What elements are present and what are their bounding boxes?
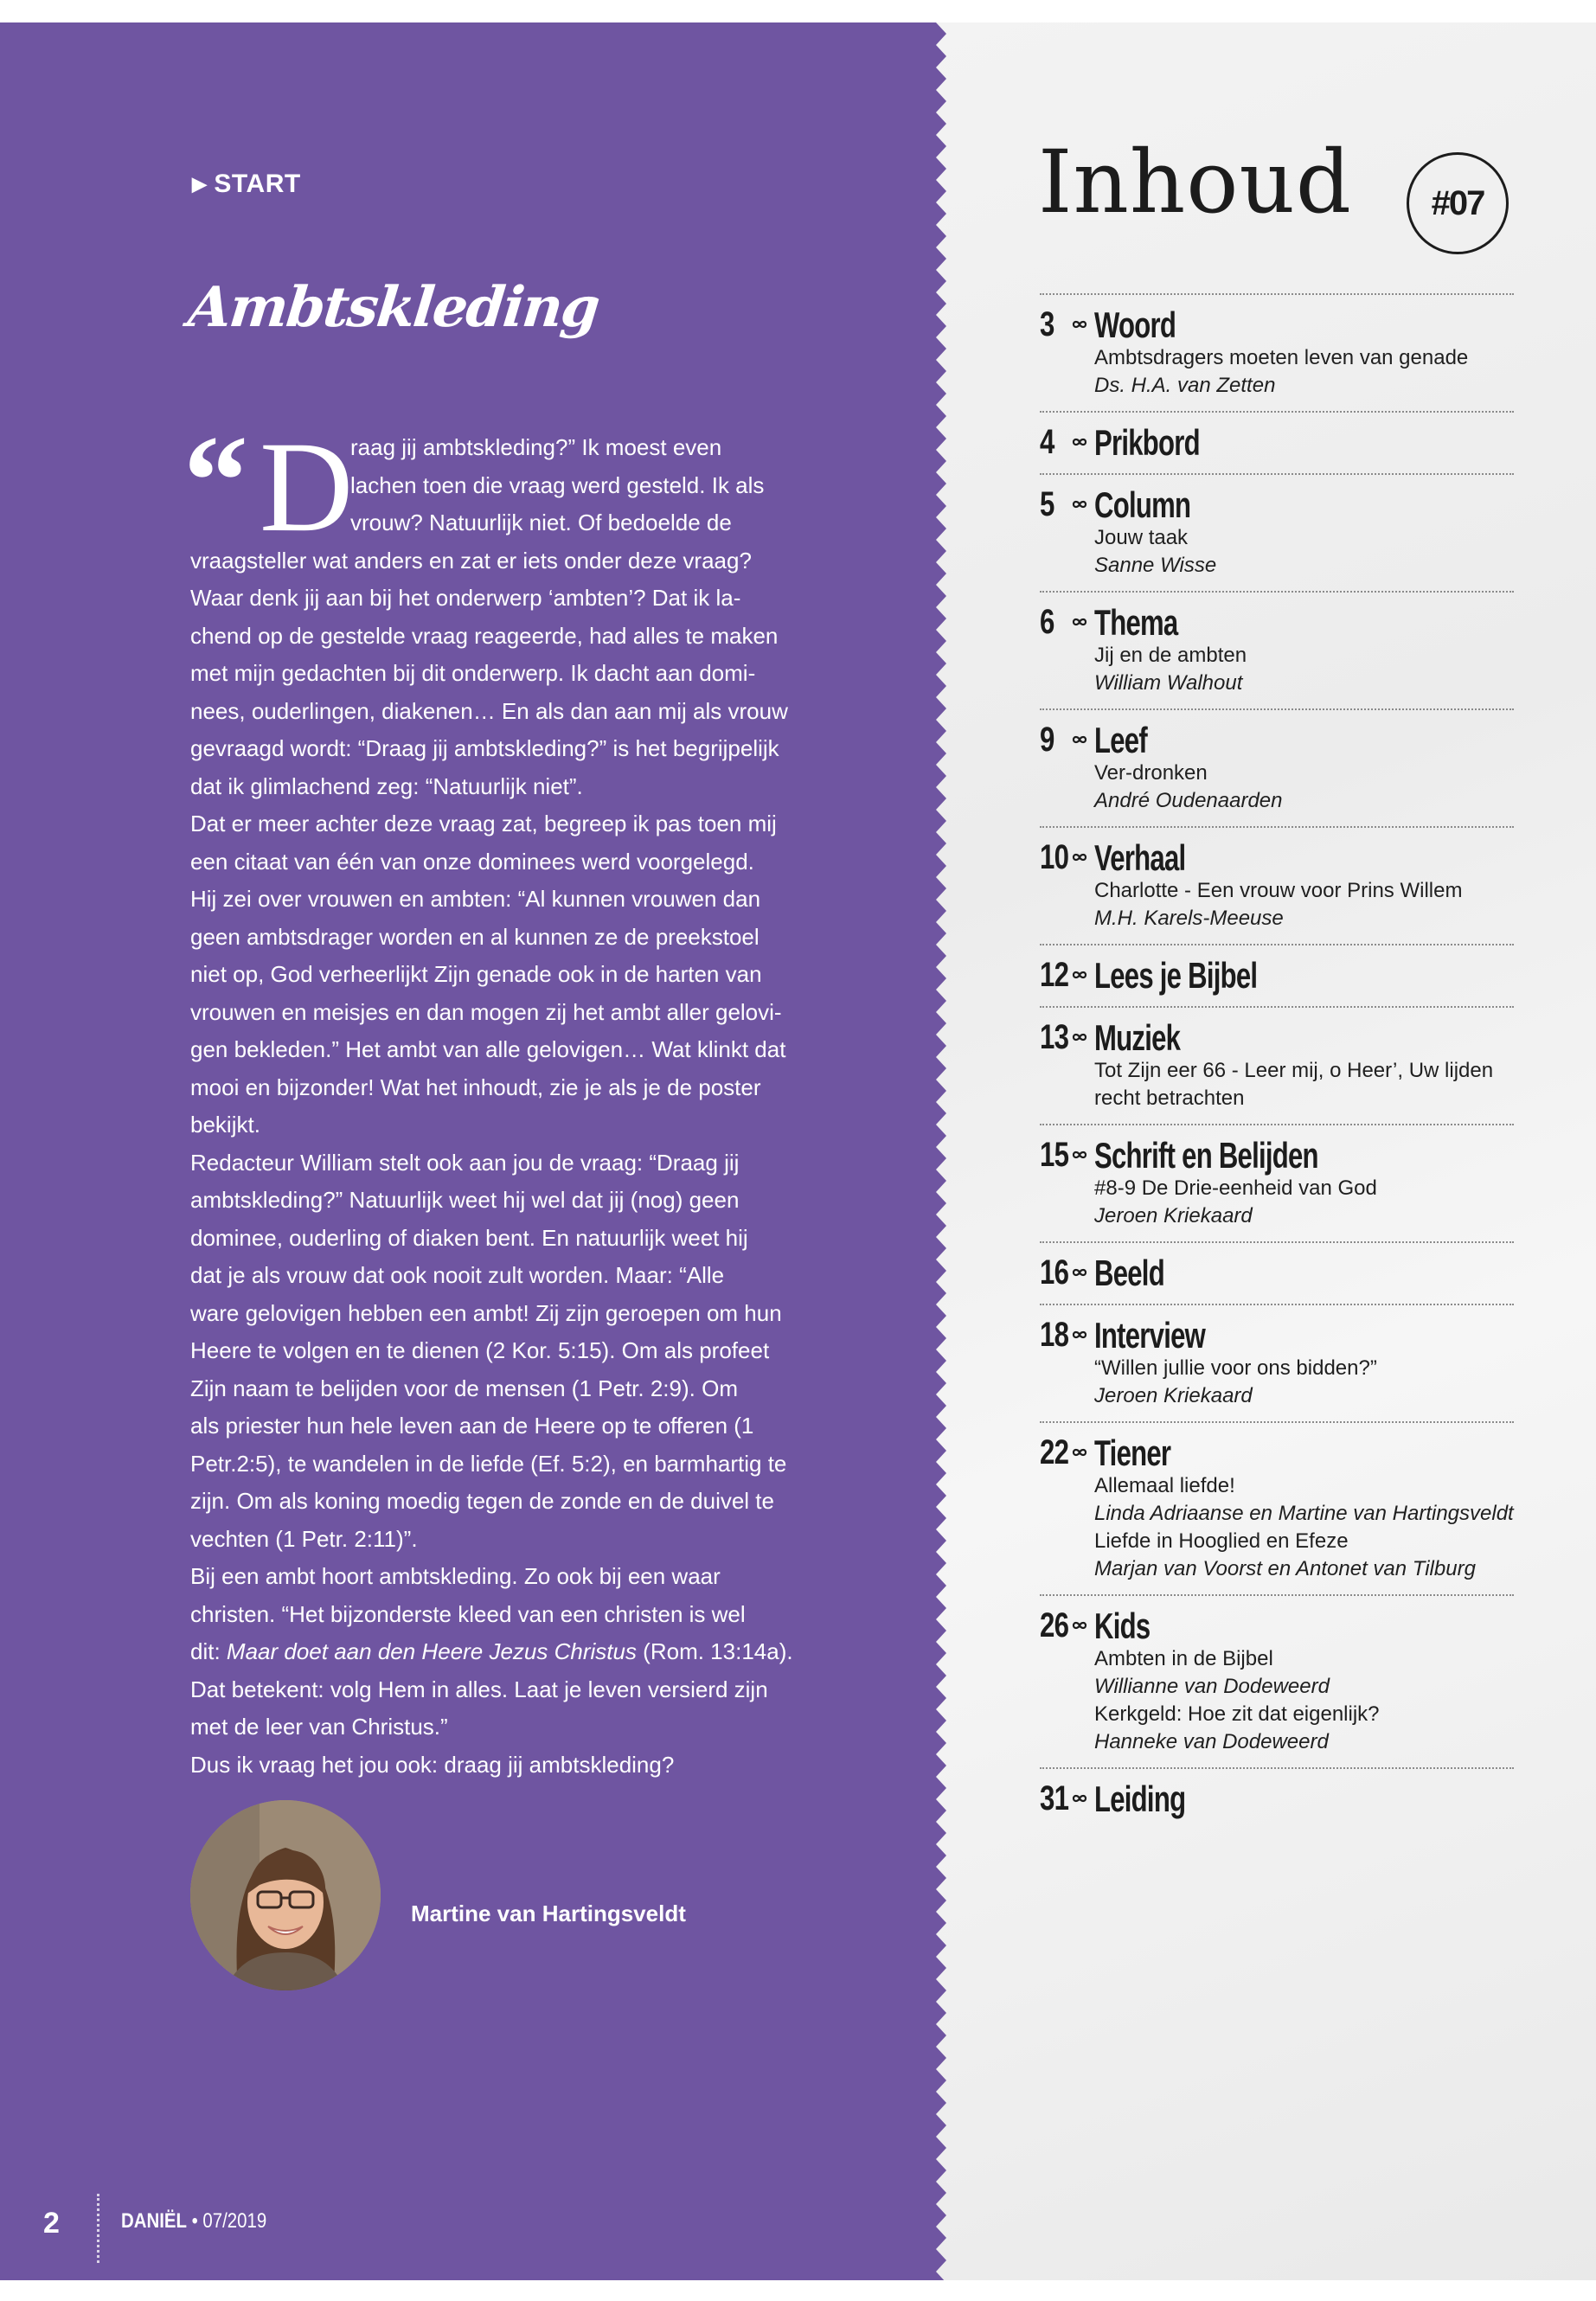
toc-page-number: 18 xyxy=(1040,1316,1069,1354)
toc-page-number: 15 xyxy=(1040,1136,1069,1174)
infinity-icon xyxy=(1072,617,1087,627)
infinity-icon xyxy=(1072,734,1087,745)
article-line: lachen toen die vraag werd gesteld. Ik als xyxy=(350,471,765,498)
article-line: ware gelovigen hebben een ambt! Zij zijn geroepen om hun xyxy=(190,1299,782,1326)
article-line xyxy=(190,1633,796,1671)
infinity-icon xyxy=(1072,1447,1087,1458)
article-line: Petr.2:5), te wandelen in de liefde (Ef. 5:2), en barmhartig te xyxy=(190,1450,787,1477)
toc-entry-leef xyxy=(1040,708,1514,826)
article-line-part: (Rom. 13:14a). xyxy=(636,1638,793,1664)
toc-section-title: Schrift en Belijden xyxy=(1094,1135,1318,1176)
toc-entry-leiding xyxy=(1040,1767,1514,1830)
article-line: niet op, God verheerlijkt Zijn genade ook in de harten van xyxy=(190,961,762,987)
toc-page-number: 12 xyxy=(1040,956,1069,994)
article-line: Dat er meer achter deze vraag zat, begreep ik pas toen mij xyxy=(190,811,777,836)
toc-entry-interview xyxy=(1040,1304,1514,1421)
toc-entry-lees-je-bijbel xyxy=(1040,944,1514,1006)
toc-entry-schrift-en-belijden xyxy=(1040,1124,1514,1241)
article-line: Waar denk jij aan bij het onderwerp ‘ambten’? Dat ik la- xyxy=(190,585,741,611)
toc-subtitle: recht betrachten xyxy=(1094,1086,1245,1110)
article-line-part: dit: xyxy=(190,1638,227,1664)
magazine-issue-label: DANIËL • 07/2019 xyxy=(121,2209,267,2233)
article-line: vechten (1 Petr. 2:11)”. xyxy=(190,1525,418,1552)
article-line: vrouw? Natuurlijk niet. Of bedoelde de xyxy=(350,510,732,535)
toc-entry-verhaal xyxy=(1040,826,1514,944)
toc-page-number: 4 xyxy=(1040,423,1054,461)
toc-section-title: Leef xyxy=(1094,720,1147,760)
toc-entry-woord xyxy=(1040,293,1514,411)
article-line: met de leer van Christus.” xyxy=(190,1714,448,1740)
article-line: ambtskleding?” Natuurlijk weet hij wel dat jij (nog) geen xyxy=(190,1187,740,1213)
infinity-icon xyxy=(1072,319,1087,330)
infinity-icon xyxy=(1072,1620,1087,1631)
contents-list xyxy=(1040,293,1514,1830)
toc-entry-kids xyxy=(1040,1594,1514,1767)
toc-entry-column xyxy=(1040,473,1514,591)
opening-quote-mark: “ xyxy=(183,409,248,553)
article-body xyxy=(190,429,796,1784)
toc-author: Ds. H.A. van Zetten xyxy=(1094,374,1276,397)
toc-author: André Oudenaarden xyxy=(1094,789,1283,812)
toc-page-number: 3 xyxy=(1040,305,1054,343)
toc-section-title: Leiding xyxy=(1094,1779,1186,1819)
toc-entry-thema xyxy=(1040,591,1514,708)
article-line: gevraagd wordt: “Draag jij ambtskleding?” is het begrijpelijk xyxy=(190,735,779,761)
article-line: Dat betekent: volg Hem in alles. Laat je leven versierd zijn xyxy=(190,1676,768,1702)
article-line: zijn. Om als koning moedig tegen de zonde en de duivel te xyxy=(190,1488,774,1514)
article-line: gen bekleden.” Het ambt van alle gelovigen… Wat klinkt dat xyxy=(190,1036,786,1062)
toc-subtitle: Ambtsdragers moeten leven van genade xyxy=(1094,346,1469,369)
drop-cap: D xyxy=(260,415,354,559)
toc-author: Willianne van Dodeweerd xyxy=(1094,1675,1330,1698)
toc-page-number: 31 xyxy=(1040,1779,1069,1817)
toc-section-title: Kids xyxy=(1094,1606,1151,1646)
toc-author: Jeroen Kriekaard xyxy=(1094,1384,1253,1407)
toc-page-number: 22 xyxy=(1040,1433,1069,1471)
article-line: Heere te volgen en te dienen (2 Kor. 5:15). Om als profeet xyxy=(190,1337,770,1363)
toc-section-title: Verhaal xyxy=(1094,837,1186,878)
issue-badge: #07 xyxy=(1407,152,1509,254)
toc-entry-prikbord xyxy=(1040,411,1514,473)
article-line: vraagsteller wat anders en zat er iets onder deze vraag? xyxy=(190,547,752,574)
toc-subtitle: Liefde in Hooglied en Efeze xyxy=(1094,1529,1349,1553)
toc-subtitle: Charlotte - Een vrouw voor Prins Willem xyxy=(1094,879,1463,902)
toc-entry-tiener xyxy=(1040,1421,1514,1594)
article-title: Ambtskleding xyxy=(185,275,602,340)
magazine-page xyxy=(0,22,1596,2280)
scripture-quote: Maar doet aan den Heere Jezus Christus xyxy=(226,1638,637,1664)
toc-page-number: 13 xyxy=(1040,1018,1069,1056)
infinity-icon xyxy=(1072,852,1087,862)
article-line: nees, ouderlingen, diakenen… En als dan aan mij als vrouw xyxy=(190,697,788,724)
article-line: geen ambtsdrager worden en al kunnen ze de preekstoel xyxy=(190,923,760,950)
toc-section-title: Lees je Bijbel xyxy=(1094,955,1258,996)
article-line: chend op de gestelde vraag reageerde, had alles te maken xyxy=(190,622,779,649)
toc-subtitle: Jouw taak xyxy=(1094,526,1189,549)
author-photo xyxy=(190,1800,381,1990)
article-line: bekijkt. xyxy=(190,1112,260,1138)
toc-author: Marjan van Voorst en Antonet van Tilburg xyxy=(1094,1557,1476,1580)
toc-author: William Walhout xyxy=(1094,671,1243,695)
toc-author: Hanneke van Dodeweerd xyxy=(1094,1730,1329,1753)
article-line: als priester hun hele leven aan de Heere op te offeren (1 xyxy=(190,1413,754,1439)
article-line: Zijn naam te belijden voor de mensen (1 Petr. 2:9). Om xyxy=(190,1375,738,1401)
toc-subtitle: Kerkgeld: Hoe zit dat eigenlijk? xyxy=(1094,1702,1380,1726)
infinity-icon xyxy=(1072,437,1087,447)
article-line: Bij een ambt hoort ambtskleding. Zo ook bij een waar xyxy=(190,1563,721,1589)
toc-entry-muziek xyxy=(1040,1006,1514,1124)
toc-section-title: Muziek xyxy=(1094,1017,1181,1058)
article-line: dat ik glimlachend zeg: “Natuurlijk niet”. xyxy=(190,772,583,799)
toc-section-title: Interview xyxy=(1094,1315,1206,1356)
article-line: christen. “Het bijzonderste kleed van een christen is wel xyxy=(190,1600,746,1627)
article-line: vrouwen en meisjes en dan mogen zij het ambt aller gelovi- xyxy=(190,998,782,1025)
article-panel xyxy=(0,22,936,2280)
toc-section-title: Woord xyxy=(1094,304,1176,345)
toc-section-title: Tiener xyxy=(1094,1433,1171,1473)
toc-subtitle: Ambten in de Bijbel xyxy=(1094,1647,1273,1670)
infinity-icon xyxy=(1072,970,1087,980)
toc-subtitle: Jij en de ambten xyxy=(1094,644,1247,667)
toc-page-number: 9 xyxy=(1040,721,1054,759)
section-label: ▶ START xyxy=(192,170,301,198)
article-line: een citaat van één van onze dominees werd voorgelegd. xyxy=(190,848,754,875)
toc-subtitle: “Willen jullie voor ons bidden?” xyxy=(1094,1356,1377,1380)
toc-subtitle: Ver-dronken xyxy=(1094,761,1208,785)
page-number: 2 xyxy=(43,2207,60,2240)
article-line: mooi en bijzonder! Wat het inhoudt, zie je als je de poster xyxy=(190,1074,761,1100)
article-line: met mijn gedachten bij dit onderwerp. Ik dacht aan domi- xyxy=(190,660,756,686)
toc-page-number: 5 xyxy=(1040,485,1054,523)
toc-page-number: 6 xyxy=(1040,603,1054,641)
infinity-icon xyxy=(1072,1150,1087,1160)
toc-author: Linda Adriaanse en Martine van Hartingsveldt xyxy=(1094,1502,1514,1525)
toc-section-title: Thema xyxy=(1094,602,1178,643)
infinity-icon xyxy=(1072,1330,1087,1340)
article-line: Dus ik vraag het jou ook: draag jij ambtskleding? xyxy=(190,1751,675,1778)
article-line: dat je als vrouw dat ook nooit zult worden. Maar: “Alle xyxy=(190,1262,725,1288)
toc-entry-beeld xyxy=(1040,1241,1514,1304)
article-line: dominee, ouderling of diaken bent. En natuurlijk weet hij xyxy=(190,1224,748,1251)
author-portrait-image xyxy=(190,1800,381,1990)
toc-author: Sanne Wisse xyxy=(1094,554,1217,577)
article-line: Hij zei over vrouwen en ambten: “Al kunnen vrouwen dan xyxy=(190,886,761,912)
footer-divider xyxy=(97,2194,102,2263)
article-line: raag jij ambtskleding?” Ik moest even xyxy=(350,434,722,460)
author-name: Martine van Hartingsveldt xyxy=(411,1900,686,1926)
toc-section-title: Beeld xyxy=(1094,1253,1164,1293)
contents-heading: Inhoud xyxy=(1038,131,1352,233)
play-triangle-icon: ▶ xyxy=(192,173,208,195)
toc-subtitle: #8-9 De Drie-eenheid van God xyxy=(1094,1176,1377,1200)
toc-author: M.H. Karels-Meeuse xyxy=(1094,907,1284,930)
infinity-icon xyxy=(1072,1793,1087,1804)
toc-author: Jeroen Kriekaard xyxy=(1094,1204,1253,1227)
torn-paper-edge xyxy=(922,22,948,2280)
toc-page-number: 26 xyxy=(1040,1606,1069,1644)
toc-page-number: 16 xyxy=(1040,1253,1069,1292)
infinity-icon xyxy=(1072,1267,1087,1278)
infinity-icon xyxy=(1072,499,1087,510)
toc-subtitle: Allemaal liefde! xyxy=(1094,1474,1235,1497)
toc-section-title: Column xyxy=(1094,484,1191,525)
toc-subtitle: Tot Zijn eer 66 - Leer mij, o Heer’, Uw lijden xyxy=(1094,1059,1494,1082)
toc-page-number: 10 xyxy=(1040,838,1069,876)
article-line: Redacteur William stelt ook aan jou de vraag: “Draag jij xyxy=(190,1149,740,1176)
infinity-icon xyxy=(1072,1032,1087,1042)
toc-section-title: Prikbord xyxy=(1094,422,1200,463)
